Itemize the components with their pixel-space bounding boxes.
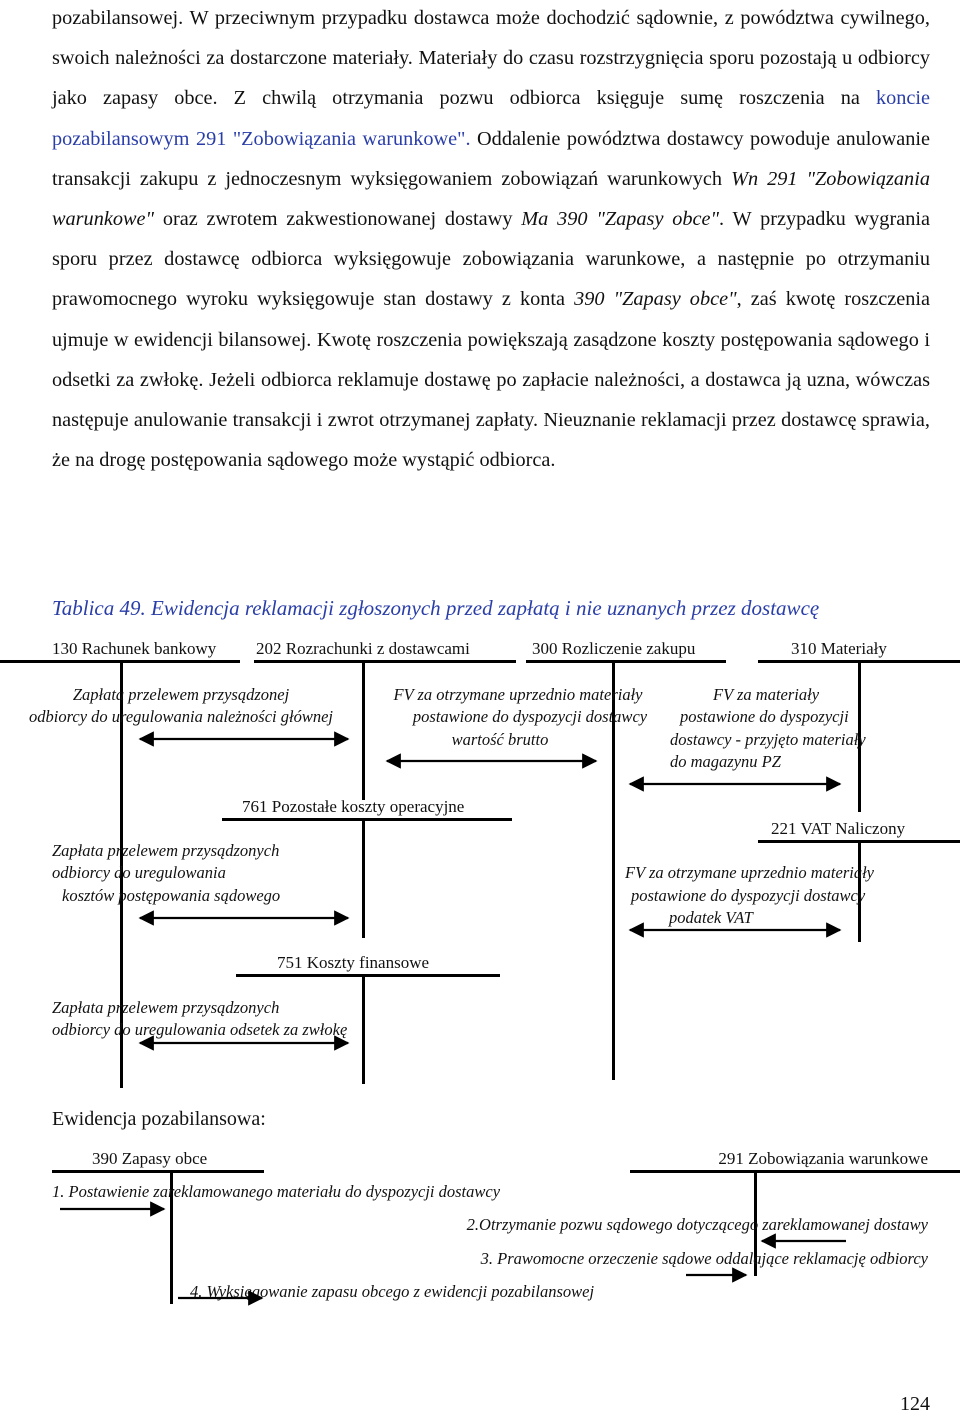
- entry6-line2: odbiorcy do uregulowania odsetek za zwłokę: [52, 1020, 348, 1039]
- entry3-line1: FV za materiały: [713, 685, 820, 704]
- entry2-line2: postawione do dyspozycji dostawcy: [412, 707, 648, 726]
- text-s2: koncie pozabilansowym 291 "Zobowiązania warunkowe".: [52, 87, 930, 150]
- entry4-line2: odbiorcy do uregulowania: [52, 863, 226, 882]
- page-number: 124: [900, 1393, 930, 1415]
- account-300: 300 Rozliczenie zakupu: [532, 639, 696, 658]
- text-s3: Oddalenie powództwa dostawcy powoduje anulowanie transakcji zakupu z jednoczesnym wyksięgowaniem zobowiązań warunkowych: [52, 127, 930, 190]
- entry4-line3: kosztów postępowania sądowego: [62, 886, 281, 905]
- account-202: 202 Rozrachunki z dostawcami: [256, 639, 470, 658]
- account-390: 390 Zapasy obce: [92, 1149, 208, 1168]
- text-s6: Ma 390 "Zapasy obce": [521, 208, 720, 231]
- entry5-line1: FV za otrzymane uprzednio materiały: [625, 863, 875, 882]
- account-310: 310 Materiały: [791, 639, 887, 658]
- off-balance-heading: Ewidencja pozabilansowa:: [52, 1108, 266, 1130]
- entry3-line3: dostawcy - przyjęto materiały: [670, 730, 866, 749]
- entry5-line3: podatek VAT: [669, 908, 753, 927]
- entry4-line1: Zapłata przelewem przysądzonych: [52, 841, 280, 860]
- account-221: 221 VAT Naliczony: [771, 819, 906, 838]
- account-751: 751 Koszty finansowe: [277, 953, 430, 972]
- entry1-line2: odbiorcy do uregulowania należności głównej: [28, 707, 333, 726]
- step2: 2.Otrzymanie pozwu sądowego dotyczącego zareklamowanej dostawy: [466, 1215, 928, 1234]
- entry5-line2: postawione do dyspozycji dostawcy: [631, 886, 866, 905]
- text-s5: oraz zwrotem zakwestionowanej dostawy: [154, 208, 522, 231]
- step4: 4. Wyksięgowanie zapasu obcego z ewidencji pozabilansowej: [190, 1282, 595, 1301]
- account-291: 291 Zobowiązania warunkowe: [718, 1149, 928, 1168]
- entry2-line1: FV za otrzymane uprzednio materiały: [393, 685, 643, 704]
- entry6-line1: Zapłata przelewem przysądzonych: [52, 998, 280, 1017]
- entry3-line4: do magazynu PZ: [670, 752, 781, 771]
- step3: 3. Prawomocne orzeczenie sądowe oddalające reklamację odbiorcy: [480, 1249, 928, 1268]
- account-130: 130 Rachunek bankowy: [52, 639, 217, 658]
- text-s8: 390 "Zapasy obce": [574, 288, 737, 311]
- text-s1: pozabilansowej. W przeciwnym przypadku dostawca może dochodzić sądownie, z powództwa cywilnego, swoich należności za dostarczone materiały. Materiały do czasu rozstrzygnięcia sporu pozostają u odbiorcy jako zapasy obce. Z chwilą otrzymania pozwu odbiorca księguje sumę roszczenia na: [52, 7, 930, 110]
- entry3-line2: postawione do dyspozycji: [680, 707, 849, 726]
- step1: 1. Postawienie zareklamowanego materiału do dyspozycji dostawcy: [52, 1182, 501, 1201]
- text-s7: . W przypadku wygrania sporu przez dostawcę odbiorca wyksięgowuje zobowiązania warunkowe, a następnie po otrzymaniu prawomocnego wyroku wyksięgowuje stan dostawy z konta: [52, 208, 930, 311]
- entry1-line1: Zapłata przelewem przysądzonej: [72, 685, 290, 704]
- entry2-line3: wartość brutto: [451, 730, 549, 749]
- text-s4: Wn 291 "Zobowiązania warunkowe": [52, 167, 930, 231]
- account-761: 761 Pozostałe koszty operacyjne: [242, 797, 465, 816]
- table-title: Tablica 49. Ewidencja reklamacji zgłoszonych przed zapłatą i nie uznanych przez dostawcę: [52, 596, 820, 620]
- text-s9: , zaś kwotę roszczenia ujmuje w ewidencji bilansowej. Kwotę roszczenia powiększają zasądzone koszty postępowania sądowego i odsetki za zwłokę. Jeżeli odbiorca reklamuje dostawę po zapłacie należności, a dostawca ją uzna, wówczas następuje anulowanie transakcji i zwrot otrzymanej zapłaty. Nieuznanie reklamacji przez dostawcę sprawia, że na drogę postępowania sądowego może wystąpić odbiorca.: [52, 288, 930, 472]
